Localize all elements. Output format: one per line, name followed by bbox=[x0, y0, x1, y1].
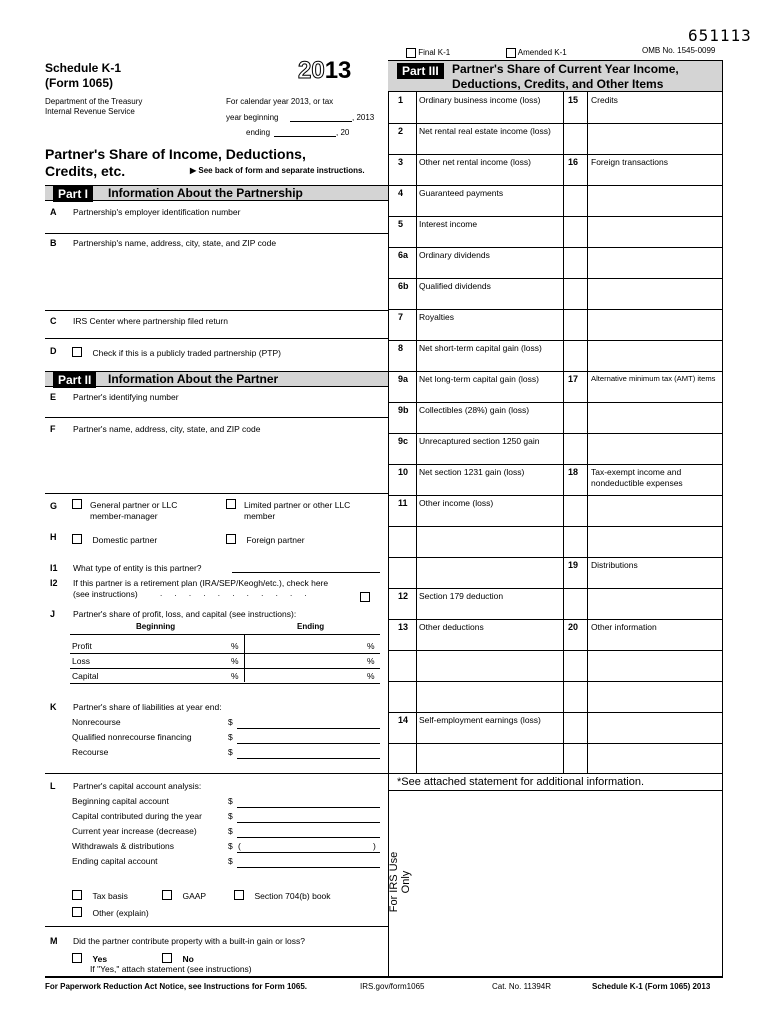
box-label: Alternative minimum tax (AMT) items bbox=[591, 374, 716, 383]
schedule-title: Schedule K-1 bbox=[45, 61, 122, 75]
limited-partner-option[interactable] bbox=[226, 499, 236, 517]
box-number: 5 bbox=[398, 219, 404, 229]
other-explain-option[interactable] bbox=[72, 903, 149, 921]
box-number: 6b bbox=[398, 281, 409, 291]
ending-label: ending bbox=[246, 128, 271, 137]
general-partner-label-2: member-manager bbox=[90, 511, 158, 521]
partner-id-label: Partner's identifying number bbox=[73, 392, 179, 402]
dollar-sign: $ bbox=[228, 732, 233, 742]
dollar-sign: $ bbox=[228, 811, 233, 821]
capital-amount-line[interactable] bbox=[237, 822, 380, 823]
domestic-partner-checkbox[interactable] bbox=[72, 534, 82, 544]
see-back-note: ▶ See back of form and separate instructions. bbox=[190, 166, 365, 175]
box-row-divider bbox=[388, 216, 563, 217]
liability-row-label: Recourse bbox=[72, 747, 109, 757]
built-in-gain-label: Did the partner contribute property with a built-in gain or loss? bbox=[73, 936, 305, 946]
box-row-divider bbox=[388, 557, 563, 558]
general-partner-label-1: General partner or LLC bbox=[90, 500, 178, 510]
paperwork-notice: For Paperwork Reduction Act Notice, see Instructions for Form 1065. bbox=[45, 982, 307, 991]
box-row-divider bbox=[388, 123, 563, 124]
box-row-divider bbox=[563, 185, 723, 186]
paren-open: ( bbox=[238, 841, 241, 851]
liability-amount-line[interactable] bbox=[237, 758, 380, 759]
capital-amount-line[interactable] bbox=[237, 837, 380, 838]
irs-name: Internal Revenue Service bbox=[45, 107, 135, 116]
box-label: Net long-term capital gain (loss) bbox=[419, 374, 539, 384]
irs-center-label: IRS Center where partnership filed return bbox=[73, 316, 228, 326]
box-row-divider bbox=[563, 743, 723, 744]
box-number: 15 bbox=[568, 95, 579, 105]
general-partner-option[interactable] bbox=[72, 499, 82, 517]
box-number: 10 bbox=[398, 467, 409, 477]
foreign-partner-option[interactable] bbox=[226, 530, 305, 548]
part1-title: Information About the Partnership bbox=[108, 186, 303, 200]
section-704b-label: Section 704(b) book bbox=[254, 891, 331, 901]
box-row-divider bbox=[563, 216, 723, 217]
box-row-divider bbox=[388, 526, 563, 527]
box-label: Qualified dividends bbox=[419, 281, 491, 291]
entity-type-line[interactable] bbox=[232, 572, 380, 573]
retirement-plan-checkbox[interactable] bbox=[360, 592, 370, 602]
gaap-label: GAAP bbox=[182, 891, 207, 901]
dept-treasury: Department of the Treasury bbox=[45, 97, 143, 106]
liability-amount-line[interactable] bbox=[237, 728, 380, 729]
form-number: (Form 1065) bbox=[45, 76, 114, 90]
box-row-divider bbox=[563, 123, 723, 124]
box-row-divider bbox=[563, 154, 723, 155]
part2-m-letter: M bbox=[50, 936, 58, 946]
limited-partner-label-2: member bbox=[244, 511, 276, 521]
amended-k1-option[interactable] bbox=[506, 48, 567, 58]
capital-amount-line[interactable] bbox=[237, 807, 380, 808]
final-k1-checkbox[interactable] bbox=[406, 48, 416, 58]
box-label: Royalties bbox=[419, 312, 454, 322]
box-row-divider bbox=[388, 464, 563, 465]
other-explain-checkbox[interactable] bbox=[72, 907, 82, 917]
box-row-divider bbox=[563, 247, 723, 248]
part2-g-letter: G bbox=[50, 501, 58, 511]
box-row-divider bbox=[388, 681, 563, 682]
part1-d-letter: D bbox=[50, 346, 57, 356]
box-row-divider bbox=[563, 588, 723, 589]
box-label: Credits bbox=[591, 95, 618, 105]
box-row-divider bbox=[563, 650, 723, 651]
dollar-sign: $ bbox=[228, 856, 233, 866]
box-number: 3 bbox=[398, 157, 404, 167]
box-label-2: nondeductible expenses bbox=[591, 478, 683, 488]
part2-i2-letter: I2 bbox=[50, 578, 58, 588]
liability-row-label: Qualified nonrecourse financing bbox=[72, 732, 192, 742]
box-label: Section 179 deduction bbox=[419, 591, 504, 601]
share-percent-label: Partner's share of profit, loss, and capital (see instructions): bbox=[73, 609, 297, 619]
box-number: 2 bbox=[398, 126, 404, 136]
gaap-option[interactable] bbox=[162, 886, 206, 904]
beginning-percent-sign: % bbox=[231, 656, 239, 666]
box-number: 12 bbox=[398, 591, 409, 601]
box-row-divider bbox=[388, 371, 563, 372]
box-row-divider bbox=[563, 278, 723, 279]
part1-label: Part I bbox=[53, 186, 93, 202]
box-number: 8 bbox=[398, 343, 404, 353]
domestic-partner-label: Domestic partner bbox=[92, 535, 158, 545]
part2-i1-letter: I1 bbox=[50, 563, 58, 573]
ending-percent-sign: % bbox=[367, 671, 375, 681]
retirement-plan-label-2: (see instructions) bbox=[73, 589, 138, 599]
final-k1-label: Final K-1 bbox=[418, 48, 451, 58]
share-row-label: Capital bbox=[72, 671, 99, 681]
no-label: No bbox=[182, 954, 194, 964]
box-row-divider bbox=[388, 340, 563, 341]
partnership-ein-label: Partnership's employer identification number bbox=[73, 207, 241, 217]
share-row-line[interactable] bbox=[70, 653, 380, 654]
capital-account-label: Partner's capital account analysis: bbox=[73, 781, 202, 791]
calendar-year-text: For calendar year 2013, or tax bbox=[226, 97, 334, 106]
box-label: Guaranteed payments bbox=[419, 188, 504, 198]
retirement-plan-label: If this partner is a retirement plan (IRA/SEP/Keogh/etc.), check here bbox=[73, 578, 329, 588]
box-label: Net short-term capital gain (loss) bbox=[419, 343, 542, 353]
year-suffix: 13 bbox=[324, 57, 352, 84]
box-label: Interest income bbox=[419, 219, 478, 229]
retirement-plan-option[interactable] bbox=[360, 588, 370, 606]
ptp-label: Check if this is a publicly traded partnership (PTP) bbox=[92, 348, 281, 358]
box-label: Other net rental income (loss) bbox=[419, 157, 531, 167]
box-row-divider bbox=[388, 712, 563, 713]
part1-b-letter: B bbox=[50, 238, 57, 248]
box-label: Self-employment earnings (loss) bbox=[419, 715, 541, 725]
box-row-divider bbox=[388, 743, 563, 744]
form-code: 651113 bbox=[688, 26, 752, 45]
year-prefix: 20 bbox=[298, 57, 325, 84]
part2-e-letter: E bbox=[50, 392, 57, 402]
box-number: 9b bbox=[398, 405, 409, 415]
box-row-divider bbox=[563, 464, 723, 465]
box-number: 20 bbox=[568, 622, 579, 632]
box-number: 18 bbox=[568, 467, 579, 477]
box-label: Tax-exempt income and bbox=[591, 467, 682, 477]
ending-suffix: , 20 bbox=[336, 128, 350, 137]
box-label: Collectibles (28%) gain (loss) bbox=[419, 405, 530, 415]
j-ending-header: Ending bbox=[297, 622, 325, 631]
capital-row-label: Ending capital account bbox=[72, 856, 158, 866]
box-row-divider bbox=[388, 309, 563, 310]
ptp-option[interactable] bbox=[72, 343, 281, 361]
box-row-divider bbox=[563, 340, 723, 341]
column-divider bbox=[388, 60, 389, 977]
box-label: Ordinary business income (loss) bbox=[419, 95, 541, 105]
box-row-divider bbox=[563, 495, 723, 496]
box-number: 16 bbox=[568, 157, 579, 167]
box-row-divider bbox=[388, 247, 563, 248]
box-number: 13 bbox=[398, 622, 409, 632]
catalog-number: Cat. No. 11394R bbox=[492, 982, 551, 991]
part3-label: Part III bbox=[397, 63, 444, 79]
box-row-divider bbox=[388, 433, 563, 434]
box-number: 6a bbox=[398, 250, 409, 260]
foreign-partner-checkbox[interactable] bbox=[226, 534, 236, 544]
box-label: Foreign transactions bbox=[591, 157, 669, 167]
part2-k-letter: K bbox=[50, 702, 57, 712]
part3-title-1: Partner's Share of Current Year Income, bbox=[452, 62, 679, 76]
box-label: Net section 1231 gain (loss) bbox=[419, 467, 525, 477]
box-label: Net rental real estate income (loss) bbox=[419, 126, 551, 136]
box-label: Other income (loss) bbox=[419, 498, 494, 508]
capital-amount-line[interactable] bbox=[237, 852, 380, 853]
form-title-line2: Credits, etc. bbox=[45, 163, 126, 179]
ending-percent-sign: % bbox=[367, 656, 375, 666]
beginning-percent-sign: % bbox=[231, 641, 239, 651]
tax-basis-checkbox[interactable] bbox=[72, 890, 82, 900]
other-explain-label: Other (explain) bbox=[92, 908, 149, 918]
ptp-checkbox[interactable] bbox=[72, 347, 82, 357]
box-label: Ordinary dividends bbox=[419, 250, 490, 260]
built-in-gain-no-checkbox[interactable] bbox=[162, 953, 172, 963]
box-row-divider bbox=[563, 433, 723, 434]
irs-use-only-label: For IRS Use Only bbox=[388, 851, 412, 913]
section-704b-option[interactable] bbox=[234, 886, 331, 904]
year-beginning-label: year beginning bbox=[226, 113, 279, 122]
final-k1-option[interactable] bbox=[406, 48, 450, 58]
dollar-sign: $ bbox=[228, 826, 233, 836]
limited-partner-label-1: Limited partner or other LLC bbox=[244, 500, 351, 510]
limited-partner-checkbox[interactable] bbox=[226, 499, 236, 509]
capital-row-label: Capital contributed during the year bbox=[72, 811, 202, 821]
box-label: Other deductions bbox=[419, 622, 484, 632]
box-row-divider bbox=[563, 371, 723, 372]
box-number: 1 bbox=[398, 95, 404, 105]
box-number: 11 bbox=[398, 498, 408, 508]
capital-amount-line[interactable] bbox=[237, 867, 380, 868]
share-row-label: Loss bbox=[72, 656, 90, 666]
ending-percent-sign: % bbox=[367, 641, 375, 651]
part2-j-letter: J bbox=[50, 609, 56, 619]
box-row-divider bbox=[388, 278, 563, 279]
built-in-gain-yes-checkbox[interactable] bbox=[72, 953, 82, 963]
j-beginning-header: Beginning bbox=[136, 622, 176, 631]
part1-a-letter: A bbox=[50, 207, 57, 217]
share-row-line[interactable] bbox=[70, 683, 380, 684]
beginning-percent-sign: % bbox=[231, 671, 239, 681]
dollar-sign: $ bbox=[228, 841, 233, 851]
box-label: Other information bbox=[591, 622, 657, 632]
tax-basis-option[interactable] bbox=[72, 886, 128, 904]
box-row-divider bbox=[563, 712, 723, 713]
dollar-sign: $ bbox=[228, 747, 233, 757]
capital-row-label: Current year increase (decrease) bbox=[72, 826, 197, 836]
box-row-divider bbox=[388, 402, 563, 403]
box-number: 17 bbox=[568, 374, 579, 384]
year-beginning-line[interactable] bbox=[290, 121, 352, 122]
ending-line[interactable] bbox=[274, 136, 336, 137]
liability-row-label: Nonrecourse bbox=[72, 717, 121, 727]
box-row-divider bbox=[388, 185, 563, 186]
liability-amount-line[interactable] bbox=[237, 743, 380, 744]
part2-title: Information About the Partner bbox=[108, 372, 279, 386]
box-row-divider bbox=[388, 154, 563, 155]
section-704b-checkbox[interactable] bbox=[234, 890, 244, 900]
foreign-partner-label: Foreign partner bbox=[246, 535, 305, 545]
box-row-divider bbox=[563, 402, 723, 403]
share-row-line[interactable] bbox=[70, 668, 380, 669]
box-row-divider bbox=[388, 495, 563, 496]
box-number: 9c bbox=[398, 436, 409, 446]
footer-form-name: Schedule K-1 (Form 1065) 2013 bbox=[592, 982, 711, 991]
retirement-plan-leader: . . . . . . . . . . . bbox=[160, 589, 312, 598]
attached-statement-note: *See attached statement for additional information. bbox=[397, 776, 645, 788]
part2-label: Part II bbox=[53, 372, 96, 388]
amended-k1-label: Amended K-1 bbox=[517, 48, 567, 58]
form-title-line1: Partner's Share of Income, Deductions, bbox=[45, 146, 306, 162]
partnership-name-label: Partnership's name, address, city, state, and ZIP code bbox=[73, 238, 277, 248]
entity-type-label: What type of entity is this partner? bbox=[73, 563, 202, 573]
box-number: 9a bbox=[398, 374, 409, 384]
tax-year bbox=[298, 57, 351, 85]
irs-url: IRS.gov/form1065 bbox=[360, 982, 425, 991]
box-row-divider bbox=[388, 619, 563, 620]
box-row-divider bbox=[388, 588, 563, 589]
part1-c-letter: C bbox=[50, 316, 57, 326]
part3-title-2: Deductions, Credits, and Other Items bbox=[452, 77, 664, 91]
box-number: 7 bbox=[398, 312, 404, 322]
year-beginning-suffix: , 2013 bbox=[352, 113, 375, 122]
domestic-partner-option[interactable] bbox=[72, 530, 157, 548]
box-number: 19 bbox=[568, 560, 579, 570]
box-row-divider bbox=[563, 619, 723, 620]
box-label: Unrecaptured section 1250 gain bbox=[419, 436, 540, 446]
dollar-sign: $ bbox=[228, 717, 233, 727]
box-row-divider bbox=[563, 557, 723, 558]
capital-row-label: Withdrawals & distributions bbox=[72, 841, 175, 851]
box-row-divider bbox=[563, 681, 723, 682]
box-number: 14 bbox=[398, 715, 409, 725]
box-number: 4 bbox=[398, 188, 404, 198]
box-row-divider bbox=[563, 526, 723, 527]
yes-label: Yes bbox=[92, 954, 108, 964]
omb-number: OMB No. 1545-0099 bbox=[642, 46, 716, 55]
capital-row-label: Beginning capital account bbox=[72, 796, 169, 806]
part2-f-letter: F bbox=[50, 424, 56, 434]
partner-name-label: Partner's name, address, city, state, and ZIP code bbox=[73, 424, 261, 434]
paren-close: ) bbox=[373, 841, 376, 851]
box-row-divider bbox=[563, 309, 723, 310]
tax-basis-label: Tax basis bbox=[92, 891, 128, 901]
amended-k1-checkbox[interactable] bbox=[506, 48, 516, 58]
part2-l-letter: L bbox=[50, 781, 56, 791]
share-row-label: Profit bbox=[72, 641, 92, 651]
built-in-gain-note: If "Yes," attach statement (see instructions) bbox=[90, 964, 252, 974]
part2-h-letter: H bbox=[50, 532, 57, 542]
box-label: Distributions bbox=[591, 560, 638, 570]
gaap-checkbox[interactable] bbox=[162, 890, 172, 900]
box-row-divider bbox=[388, 650, 563, 651]
liabilities-label: Partner's share of liabilities at year end: bbox=[73, 702, 222, 712]
general-partner-checkbox[interactable] bbox=[72, 499, 82, 509]
dollar-sign: $ bbox=[228, 796, 233, 806]
